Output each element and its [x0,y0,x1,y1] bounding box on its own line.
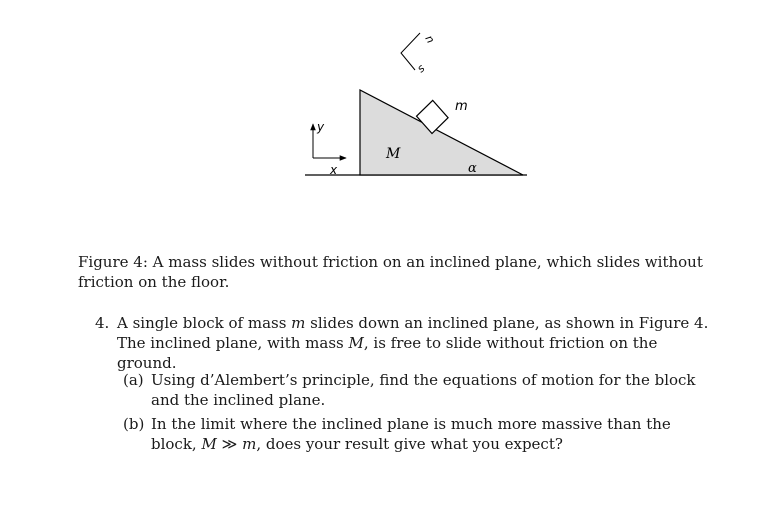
problem-4 [95,313,715,373]
label-M: M [386,146,401,162]
incline-figure [0,0,766,240]
inclined-plane [360,90,523,175]
figure-caption: Figure 4: A mass slides without friction on an inclined plane, which slides without friction on the floor. [78,253,703,291]
part-b-label: (b) [123,415,145,433]
label-n: n [422,33,438,46]
part-a-text: Using d’Alembert’s principle, find the equations of motion for the block and the inclined plane. [151,371,696,409]
label-x: x [330,163,338,177]
label-m: m [455,99,468,114]
part-a [123,370,713,410]
label-y: y [317,120,325,134]
label-alpha: α [468,161,477,176]
part-b [123,414,713,454]
problem-number: 4. [95,314,110,332]
label-s: s [414,61,428,76]
var-M: M [348,334,364,352]
part-b-text: In the limit where the inclined plane is much more massive than the block, M ≫ m, does your result give what you expect? [151,415,671,453]
var-m: m [291,314,306,332]
part-a-label: (a) [123,371,144,389]
problem-statement: A single block of mass m slides down an inclined plane, as shown in Figure 4. The inclined plane, with mass M, is free to slide without friction on the ground. [117,314,709,372]
